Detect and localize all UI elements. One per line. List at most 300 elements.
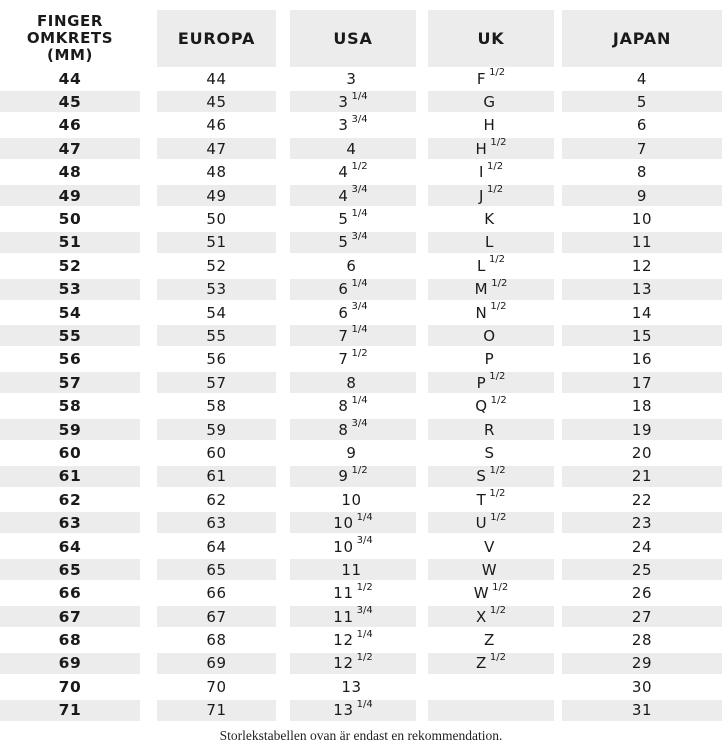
cell-value: 7	[338, 326, 349, 345]
cell-usa	[290, 254, 416, 277]
cell-value: 58	[206, 397, 227, 416]
cell-uk	[428, 324, 554, 347]
cell-value: 67	[58, 607, 82, 626]
cell-mm	[0, 137, 140, 160]
cell-value: 10	[333, 537, 354, 556]
cell-usa	[290, 652, 416, 675]
cell-mm	[0, 184, 140, 207]
cell-value: 10	[631, 210, 653, 229]
cell-usa	[290, 207, 416, 230]
cell-value: 8	[636, 163, 648, 182]
cell-value: 56	[206, 350, 227, 369]
cell-value: 54	[58, 303, 82, 322]
cell-value: 70	[206, 677, 227, 696]
cell-usa	[290, 231, 416, 254]
cell-japan	[562, 558, 722, 581]
cell-usa	[290, 582, 416, 605]
cell-value: 3	[346, 69, 357, 88]
cell-mm	[0, 371, 140, 394]
cell-europa	[157, 184, 276, 207]
table-row	[0, 278, 722, 301]
cell-usa	[290, 324, 416, 347]
cell-usa	[290, 418, 416, 441]
cell-fraction: 1/4	[351, 207, 368, 219]
cell-fraction: 1/4	[356, 511, 373, 523]
cell-uk	[428, 418, 554, 441]
cell-usa	[290, 371, 416, 394]
cell-fraction: 1/4	[351, 90, 368, 102]
table-row	[0, 67, 722, 90]
cell-value: Z	[476, 654, 487, 673]
table-row	[0, 371, 722, 394]
cell-usa	[290, 90, 416, 113]
cell-mm	[0, 161, 140, 184]
cell-usa	[290, 699, 416, 722]
cell-value: 5	[338, 233, 349, 252]
cell-uk	[428, 675, 554, 698]
cell-value: 25	[631, 560, 653, 579]
cell-usa	[290, 511, 416, 534]
table-row	[0, 324, 722, 347]
cell-japan	[562, 652, 722, 675]
cell-value: 3	[338, 116, 349, 135]
cell-uk	[428, 394, 554, 417]
cell-europa	[157, 488, 276, 511]
cell-value: 54	[206, 303, 227, 322]
cell-value: P	[484, 350, 495, 369]
cell-value: 47	[58, 139, 82, 158]
cell-uk	[428, 535, 554, 558]
cell-fraction: 1/2	[491, 277, 508, 289]
cell-value: 49	[206, 186, 227, 205]
cell-fraction: 1/2	[356, 651, 373, 663]
cell-value: 13	[333, 701, 354, 720]
header-line: FINGER	[36, 12, 104, 30]
cell-mm	[0, 441, 140, 464]
cell-fraction: 1/4	[356, 698, 373, 710]
cell-value: 55	[58, 326, 82, 345]
cell-europa	[157, 348, 276, 371]
cell-mm	[0, 324, 140, 347]
cell-value: 60	[58, 443, 82, 462]
cell-value: 50	[206, 210, 227, 229]
cell-value: Z	[484, 631, 495, 650]
cell-value: 22	[631, 490, 653, 509]
cell-value: 45	[206, 93, 227, 112]
cell-usa	[290, 137, 416, 160]
cell-value: 7	[636, 139, 648, 158]
cell-uk	[428, 441, 554, 464]
cell-value: 17	[631, 373, 653, 392]
cell-value: 59	[58, 420, 82, 439]
cell-value: 64	[58, 537, 82, 556]
cell-value: 53	[206, 280, 227, 299]
cell-fraction: 3/4	[351, 418, 368, 430]
cell-usa	[290, 301, 416, 324]
cell-value: 12	[333, 631, 354, 650]
cell-europa	[157, 558, 276, 581]
table-row	[0, 348, 722, 371]
cell-value: 6	[346, 256, 357, 275]
cell-mm	[0, 207, 140, 230]
cell-fraction: 1/2	[351, 347, 368, 359]
header-uk: UK	[428, 10, 554, 67]
cell-value: 9	[636, 186, 648, 205]
cell-value: 67	[206, 607, 227, 626]
cell-europa	[157, 301, 276, 324]
cell-value: 30	[631, 677, 653, 696]
cell-europa	[157, 535, 276, 558]
cell-mm	[0, 605, 140, 628]
cell-value: P	[476, 373, 487, 392]
cell-usa	[290, 394, 416, 417]
cell-value: 23	[631, 514, 653, 533]
cell-fraction: 3/4	[356, 535, 373, 546]
cell-uk	[428, 90, 554, 113]
cell-mm	[0, 231, 140, 254]
cell-japan	[562, 628, 722, 651]
table-row	[0, 114, 722, 137]
cell-usa	[290, 114, 416, 137]
cell-fraction: 1/2	[490, 137, 507, 149]
cell-value: 62	[206, 490, 227, 509]
cell-uk	[428, 348, 554, 371]
cell-japan	[562, 207, 722, 230]
cell-value: H	[483, 116, 496, 135]
cell-value: 69	[58, 654, 82, 673]
table-row	[0, 558, 722, 581]
cell-europa	[157, 511, 276, 534]
cell-value: J	[478, 186, 484, 205]
cell-fraction: 1/2	[356, 581, 373, 593]
cell-value: U	[475, 514, 488, 533]
cell-mm	[0, 418, 140, 441]
cell-japan	[562, 488, 722, 511]
cell-fraction: 1/2	[490, 301, 507, 313]
table-row	[0, 699, 722, 722]
cell-mm	[0, 67, 140, 90]
cell-value: 46	[58, 116, 82, 135]
cell-value: 11	[341, 560, 362, 579]
cell-usa	[290, 184, 416, 207]
cell-fraction: 1/2	[489, 605, 506, 617]
cell-mm	[0, 348, 140, 371]
cell-value: 24	[631, 537, 653, 556]
header-finger-omkrets	[0, 10, 140, 67]
cell-japan	[562, 161, 722, 184]
cell-japan	[562, 278, 722, 301]
cell-value: 5	[636, 93, 648, 112]
cell-value: 44	[58, 69, 82, 88]
cell-value: 4	[346, 139, 357, 158]
cell-value: 8	[338, 397, 349, 416]
cell-value: 8	[338, 420, 349, 439]
cell-usa	[290, 278, 416, 301]
cell-value: 14	[631, 303, 653, 322]
cell-fraction: 1/2	[490, 511, 507, 523]
cell-uk	[428, 652, 554, 675]
cell-value: 46	[206, 116, 227, 135]
cell-value: G	[483, 93, 496, 112]
cell-value: 28	[631, 631, 653, 650]
cell-europa	[157, 231, 276, 254]
cell-japan	[562, 465, 722, 488]
cell-uk	[428, 184, 554, 207]
table-row	[0, 184, 722, 207]
cell-fraction: 3/4	[351, 113, 368, 125]
cell-value: 71	[58, 701, 82, 720]
cell-value: 13	[631, 280, 653, 299]
cell-value: S	[484, 443, 495, 462]
cell-uk	[428, 278, 554, 301]
cell-value: S	[476, 467, 487, 486]
cell-value: L	[485, 233, 494, 252]
table-row	[0, 465, 722, 488]
cell-value: 49	[58, 186, 82, 205]
cell-usa	[290, 605, 416, 628]
cell-value: N	[475, 303, 488, 322]
cell-value: 61	[206, 467, 227, 486]
cell-value: 53	[58, 280, 82, 299]
cell-value: 65	[206, 560, 227, 579]
cell-value: 11	[333, 584, 354, 603]
cell-japan	[562, 675, 722, 698]
cell-fraction: 1/4	[351, 394, 368, 406]
cell-value: 21	[631, 467, 653, 486]
cell-value: 11	[333, 607, 354, 626]
cell-fraction: 1/2	[486, 184, 504, 196]
cell-europa	[157, 582, 276, 605]
header-japan: JAPAN	[562, 10, 722, 67]
cell-japan	[562, 114, 722, 137]
cell-value: 70	[58, 677, 82, 696]
cell-fraction: 1/2	[486, 160, 504, 172]
cell-usa	[290, 67, 416, 90]
cell-value: L	[476, 256, 486, 275]
cell-japan	[562, 394, 722, 417]
cell-value: 20	[631, 443, 653, 462]
cell-japan	[562, 184, 722, 207]
cell-value: 51	[58, 233, 82, 252]
cell-fraction: 1/2	[489, 464, 506, 476]
table-row	[0, 394, 722, 417]
table-row	[0, 628, 722, 651]
cell-europa	[157, 67, 276, 90]
cell-uk	[428, 231, 554, 254]
cell-usa	[290, 441, 416, 464]
cell-europa	[157, 605, 276, 628]
cell-fraction: 1/4	[351, 324, 368, 336]
cell-value: 6	[338, 280, 349, 299]
cell-japan	[562, 67, 722, 90]
cell-value: 10	[333, 514, 354, 533]
cell-europa	[157, 394, 276, 417]
cell-europa	[157, 161, 276, 184]
cell-uk	[428, 582, 554, 605]
cell-value: 13	[341, 677, 362, 696]
cell-europa	[157, 699, 276, 722]
cell-value: 8	[346, 373, 357, 392]
cell-japan	[562, 137, 722, 160]
cell-japan	[562, 605, 722, 628]
cell-fraction: 1/2	[490, 394, 507, 406]
cell-mm	[0, 301, 140, 324]
cell-value: 16	[631, 350, 653, 369]
cell-mm	[0, 558, 140, 581]
cell-fraction: 1/2	[488, 254, 506, 266]
header-europa: EUROPA	[157, 10, 276, 67]
cell-value: 4	[338, 163, 349, 182]
cell-mm	[0, 535, 140, 558]
cell-fraction: 3/4	[356, 605, 373, 617]
cell-japan	[562, 582, 722, 605]
cell-value: 66	[58, 584, 82, 603]
cell-mm	[0, 488, 140, 511]
cell-uk	[428, 371, 554, 394]
cell-mm	[0, 699, 140, 722]
table-row	[0, 254, 722, 277]
cell-value: 6	[338, 303, 349, 322]
table-row	[0, 441, 722, 464]
cell-fraction: 1/2	[492, 581, 509, 593]
header-usa: USA	[290, 10, 416, 67]
cell-value: 56	[58, 350, 82, 369]
cell-japan	[562, 348, 722, 371]
cell-value: 65	[58, 560, 82, 579]
cell-mm	[0, 465, 140, 488]
cell-japan	[562, 699, 722, 722]
cell-mm	[0, 511, 140, 534]
cell-japan	[562, 301, 722, 324]
cell-japan	[562, 441, 722, 464]
cell-japan	[562, 418, 722, 441]
cell-value: 66	[206, 584, 227, 603]
cell-japan	[562, 231, 722, 254]
cell-usa	[290, 488, 416, 511]
cell-fraction: 1/2	[489, 488, 506, 500]
cell-fraction: 1/4	[351, 277, 368, 289]
cell-value: 45	[58, 93, 82, 112]
cell-value: 52	[206, 256, 227, 275]
cell-fraction: 1/4	[356, 628, 373, 640]
cell-value: 19	[631, 420, 653, 439]
cell-uk	[428, 207, 554, 230]
cell-value: 18	[631, 397, 653, 416]
cell-value: 5	[338, 210, 349, 229]
cell-value: 55	[206, 326, 227, 345]
cell-value: 12	[333, 654, 354, 673]
cell-europa	[157, 207, 276, 230]
cell-value: 10	[341, 490, 362, 509]
cell-mm	[0, 582, 140, 605]
table-row	[0, 605, 722, 628]
cell-europa	[157, 465, 276, 488]
cell-usa	[290, 628, 416, 651]
cell-japan	[562, 535, 722, 558]
cell-europa	[157, 418, 276, 441]
cell-usa	[290, 161, 416, 184]
header-line: (MM)	[47, 46, 93, 64]
cell-uk	[428, 254, 554, 277]
cell-uk	[428, 301, 554, 324]
cell-value: 60	[206, 443, 227, 462]
cell-uk	[428, 511, 554, 534]
cell-value: 12	[631, 256, 653, 275]
cell-value: 47	[206, 139, 227, 158]
cell-value: 31	[631, 701, 653, 720]
cell-europa	[157, 675, 276, 698]
table-row	[0, 231, 722, 254]
cell-value: 50	[58, 210, 82, 229]
cell-value: F	[476, 69, 487, 88]
cell-fraction: 1/2	[351, 160, 368, 172]
cell-fraction: 3/4	[351, 230, 368, 242]
table-row	[0, 207, 722, 230]
table-row	[0, 301, 722, 324]
table-row	[0, 511, 722, 534]
cell-value: V	[484, 537, 495, 556]
cell-value: M	[474, 280, 489, 299]
cell-fraction: 1/2	[489, 651, 506, 663]
cell-uk	[428, 628, 554, 651]
cell-japan	[562, 254, 722, 277]
cell-value: 59	[206, 420, 227, 439]
header-line: OMKRETS	[26, 29, 114, 47]
table-row	[0, 90, 722, 113]
table-row	[0, 161, 722, 184]
cell-value: K	[484, 210, 495, 229]
cell-value: T	[476, 490, 487, 509]
table-row	[0, 535, 722, 558]
cell-europa	[157, 628, 276, 651]
cell-europa	[157, 278, 276, 301]
cell-value: 61	[58, 467, 82, 486]
cell-value: 57	[58, 373, 82, 392]
cell-europa	[157, 371, 276, 394]
cell-mm	[0, 254, 140, 277]
cell-uk	[428, 114, 554, 137]
cell-value: 11	[631, 233, 653, 252]
cell-value: 3	[338, 93, 349, 112]
cell-mm	[0, 675, 140, 698]
cell-value: W	[473, 584, 490, 603]
cell-value: 26	[631, 584, 653, 603]
table-row	[0, 137, 722, 160]
cell-value: X	[476, 607, 487, 626]
cell-value: 48	[58, 163, 82, 182]
cell-uk	[428, 137, 554, 160]
cell-fraction: 1/2	[351, 464, 368, 476]
cell-usa	[290, 675, 416, 698]
cell-value: 68	[58, 631, 82, 650]
cell-uk	[428, 558, 554, 581]
cell-value: 71	[206, 701, 227, 720]
cell-uk	[428, 67, 554, 90]
cell-uk	[428, 699, 554, 722]
cell-japan	[562, 371, 722, 394]
cell-usa	[290, 348, 416, 371]
cell-fraction: 3/4	[351, 301, 368, 313]
cell-europa	[157, 254, 276, 277]
cell-value: 52	[58, 256, 82, 275]
cell-uk	[428, 488, 554, 511]
cell-mm	[0, 114, 140, 137]
cell-value: 57	[206, 373, 227, 392]
cell-value: I	[478, 163, 484, 182]
cell-value: R	[483, 420, 496, 439]
cell-europa	[157, 652, 276, 675]
cell-value: 58	[58, 397, 82, 416]
